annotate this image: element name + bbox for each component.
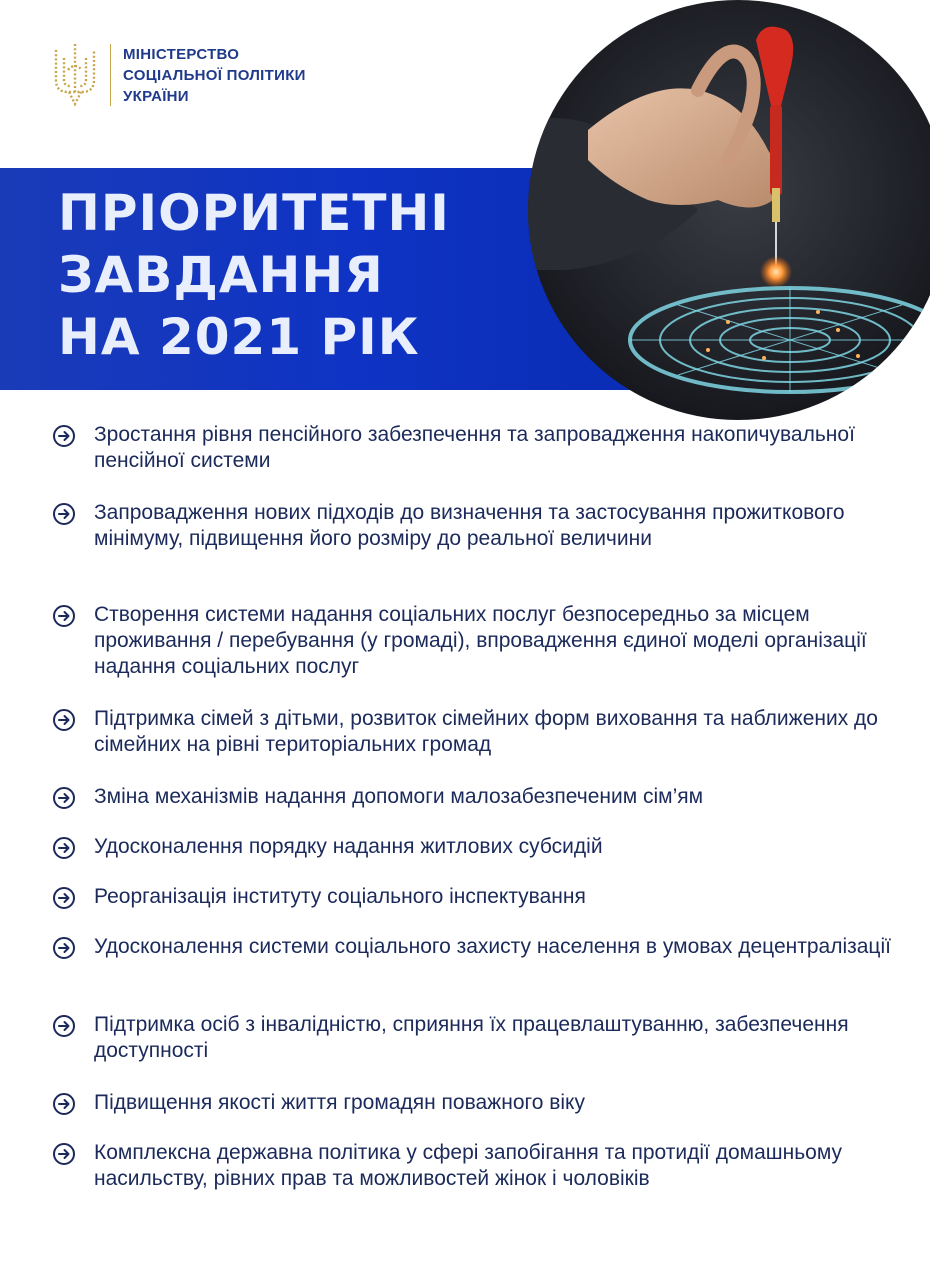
arrow-circle-right-icon bbox=[52, 1092, 76, 1116]
arrow-circle-right-icon bbox=[52, 1014, 76, 1038]
page-title-line: ПРІОРИТЕТНІ bbox=[58, 184, 450, 242]
arrow-circle-right-icon bbox=[52, 936, 76, 960]
list-item bbox=[52, 602, 894, 680]
page-title-line: ЗАВДАННЯ bbox=[58, 246, 384, 304]
task-text: Удосконалення системи соціального захисту населення в умовах децентралізації bbox=[94, 935, 891, 958]
list-item bbox=[52, 784, 894, 810]
task-text: Підтримка сімей з дітьми, розвиток сімейних форм виховання та наближених до сімейних на рівні територіальних громад bbox=[94, 707, 878, 756]
arrow-circle-right-icon bbox=[52, 502, 76, 526]
task-text: Зростання рівня пенсійного забезпечення та запровадження накопичувальної пенсійної системи bbox=[94, 423, 855, 472]
list-item bbox=[52, 706, 894, 758]
list-item bbox=[52, 1140, 894, 1192]
ministry-name-line: УКРАЇНИ bbox=[123, 88, 189, 105]
ministry-name bbox=[123, 40, 306, 107]
arrow-circle-right-icon bbox=[52, 786, 76, 810]
dart-target-photo bbox=[528, 0, 930, 420]
ministry-logo bbox=[52, 40, 306, 108]
arrow-circle-right-icon bbox=[52, 1142, 76, 1166]
list-item bbox=[52, 1012, 894, 1064]
ministry-name-line: МІНІСТЕРСТВО bbox=[123, 46, 240, 63]
task-text: Зміна механізмів надання допомоги малозабезпеченим сім’ям bbox=[94, 785, 704, 808]
list-item bbox=[52, 500, 894, 552]
ministry-name-line: СОЦІАЛЬНОЇ ПОЛІТИКИ bbox=[123, 67, 306, 84]
task-text: Запровадження нових підходів до визначення та застосування прожиткового мінімуму, підвищення його розміру до реальної величини bbox=[94, 501, 845, 550]
task-text: Удосконалення порядку надання житлових субсидій bbox=[94, 835, 603, 858]
task-text: Підтримка осіб з інвалідністю, сприяння їх працевлаштуванню, забезпечення доступності bbox=[94, 1013, 849, 1062]
list-item bbox=[52, 834, 894, 860]
list-item bbox=[52, 884, 894, 910]
list-item bbox=[52, 422, 894, 474]
page-title bbox=[58, 182, 450, 368]
task-text: Створення системи надання соціальних послуг безпосередньо за місцем проживання / перебування (у громаді), впровадження єдиної моделі організації надання соціальних послуг bbox=[94, 603, 867, 678]
arrow-circle-right-icon bbox=[52, 424, 76, 448]
page-title-line: НА 2021 РІК bbox=[58, 308, 420, 366]
list-item bbox=[52, 934, 894, 960]
arrow-circle-right-icon bbox=[52, 604, 76, 628]
list-item bbox=[52, 1090, 894, 1116]
arrow-circle-right-icon bbox=[52, 886, 76, 910]
arrow-circle-right-icon bbox=[52, 708, 76, 732]
logo-divider bbox=[110, 44, 111, 106]
task-text: Комплексна державна політика у сфері запобігання та протидії домашньому насильству, рівних прав та можливостей жінок і чоловіків bbox=[94, 1141, 843, 1190]
task-text: Підвищення якості життя громадян поважного віку bbox=[94, 1091, 585, 1114]
trident-icon bbox=[52, 40, 98, 108]
arrow-circle-right-icon bbox=[52, 836, 76, 860]
task-text: Реорганізація інституту соціального інспектування bbox=[94, 885, 586, 908]
